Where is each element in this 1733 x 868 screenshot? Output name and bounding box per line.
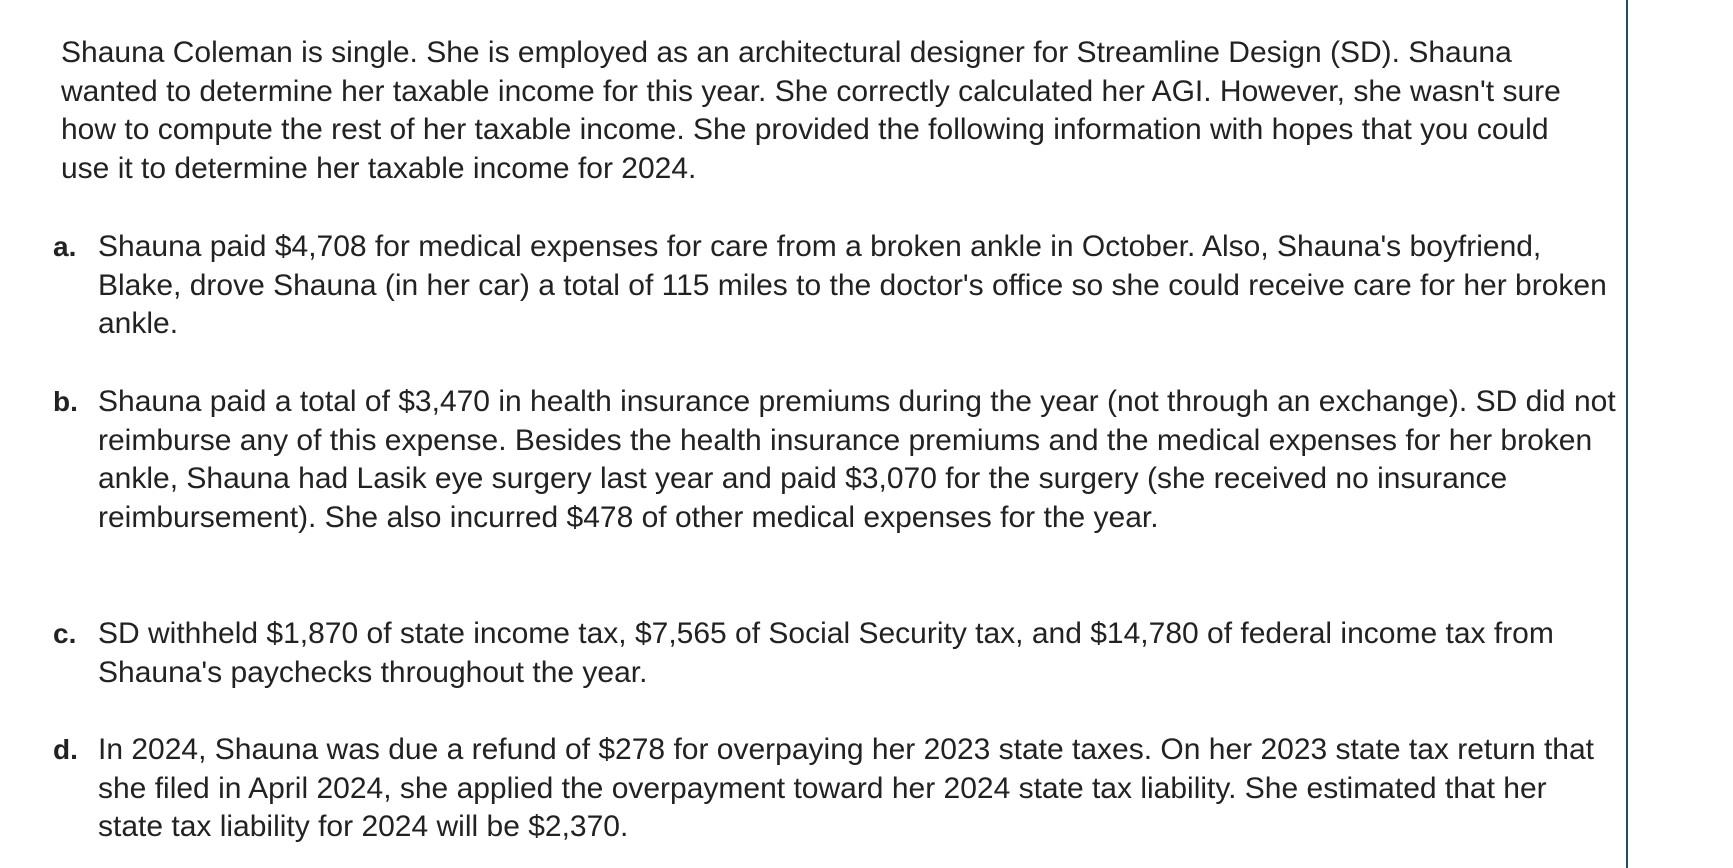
- panel-divider: [1626, 0, 1628, 868]
- item-letter: b.: [53, 386, 78, 417]
- item-text: Shauna paid a total of $3,470 in health insurance premiums during the year (not through an exchange). SD did not reimburse any of this expense. Besides the health insurance premiums and the medical expenses for her broken ankle, Shauna had Lasik eye surgery last year and paid $3,070 for the surgery (she received no insurance reimbursement). She also incurred $478 of other medical expenses for the year.: [98, 385, 1616, 534]
- item-letter: a.: [53, 231, 77, 262]
- item-letter: d.: [53, 734, 78, 765]
- item-letter: c.: [53, 618, 77, 649]
- item-text: SD withheld $1,870 of state income tax, $7,565 of Social Security tax, and $14,780 of federal income tax from Shauna's paychecks throughout the year.: [98, 617, 1554, 689]
- item-text: In 2024, Shauna was due a refund of $278 for overpaying her 2023 state taxes. On her 2023 state tax return that she filed in April 2024, she applied the overpayment toward her 2024 state tax liability. She estimated that her state tax liability for 2024 will be $2,370.: [98, 733, 1595, 843]
- intro-paragraph: Shauna Coleman is single. She is employed as an architectural designer for Streamline Design (SD). Shauna wanted to determine her taxable income for this year. She correctly calculated her AGI. However, she wasn't sure how to compute the rest of her taxable income. She provided the following information with hopes that you could use it to determine her taxable income for 2024.: [61, 36, 1561, 185]
- item-text: Shauna paid $4,708 for medical expenses for care from a broken ankle in October. Also, Shauna's boyfriend, Blake, drove Shauna (in her car) a total of 115 miles to the doctor's office so she could receive care for her broken ankle.: [98, 230, 1607, 340]
